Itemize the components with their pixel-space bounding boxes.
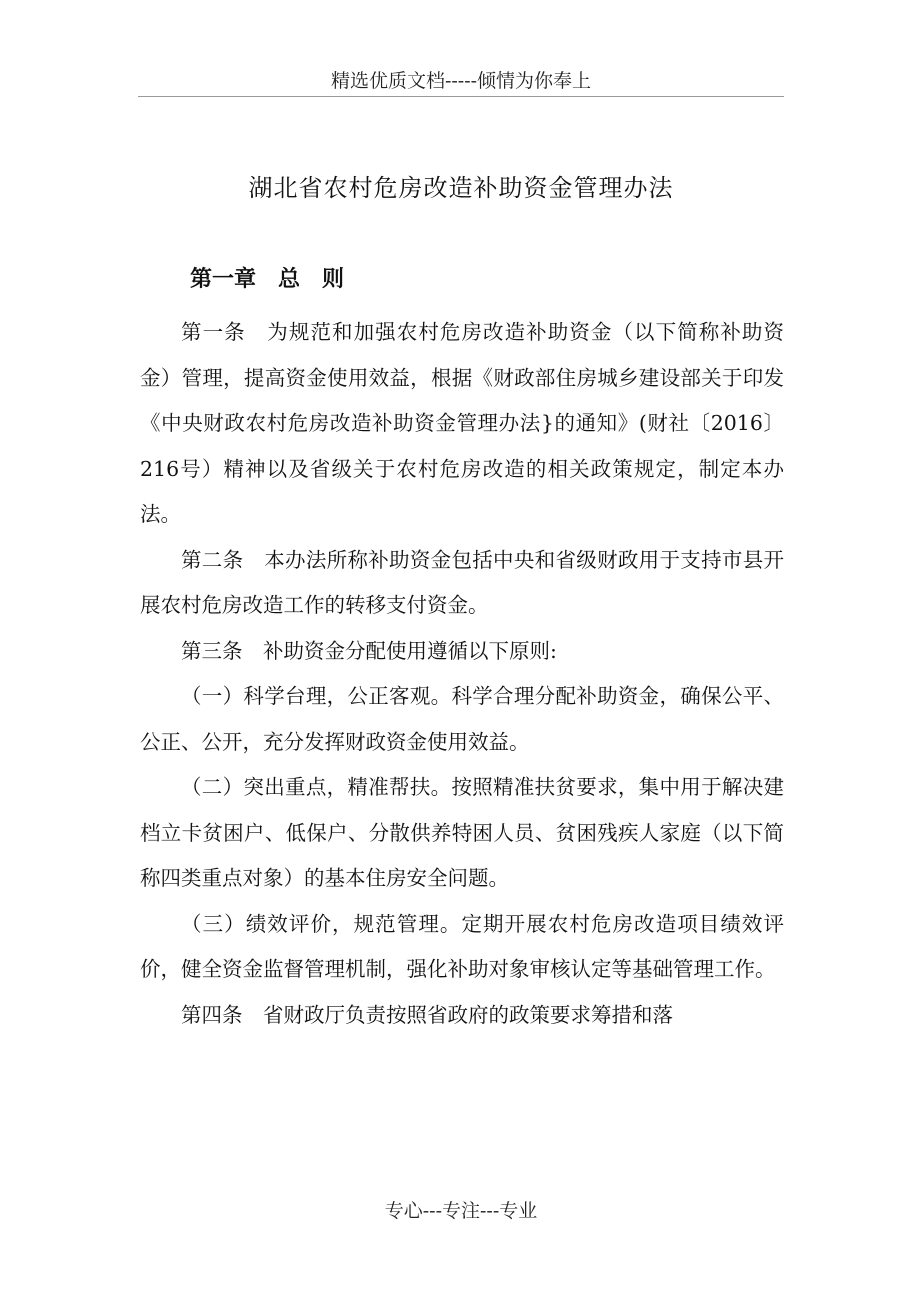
page-footer: 专心---专注---专业 — [384, 1200, 538, 1222]
principle-2-paragraph: （二）突出重点，精准帮扶。按照精准扶贫要求，集中用于解决建档立卡贫困户、低保户、分散供养特困人员、贫困残疾人家庭（以下简称四类重点对象）的基本住房安全问题。 — [140, 775, 784, 890]
chapter-heading: 第一章 总 则 — [190, 267, 345, 292]
principle-1-paragraph: （一）科学台理，公正客观。科学合理分配补助资金，确保公平、公正、公开，充分发挥财政资金使用效益。 — [140, 684, 784, 754]
article-4-paragraph: 第四条 省财政厅负责按照省政府的政策要求筹措和落 — [181, 1002, 673, 1027]
page-header: 精选优质文档-----倾情为你奉上 — [330, 70, 592, 92]
principle-3-paragraph: （三）绩效评价，规范管理。定期开展农村危房改造项目绩效评价，健全资金监督管理机制，强化补助对象审核认定等基础管理工作。 — [140, 911, 784, 981]
article-3-paragraph: 第三条 补助资金分配使用遵循以下原则: — [181, 638, 557, 663]
document-title: 湖北省农村危房改造补助资金管理办法 — [248, 174, 674, 202]
article-1-paragraph: 第一条 为规范和加强农村危房改造补助资金（以下简称补助资金）管理，提高资金使用效益，根据《财政部住房城乡建设部关于印发《中央财政农村危房改造补助资金管理办法}的通知》(财社〔2016〕216号）精神以及省级关于农村危房改造的相关政策规定，制定本办法。 — [140, 320, 784, 526]
header-divider — [138, 96, 784, 97]
document-body — [140, 310, 784, 1038]
article-2-paragraph: 第二条 本办法所称补助资金包括中央和省级财政用于支持市县开展农村危房改造工作的转移支付资金。 — [140, 547, 784, 617]
